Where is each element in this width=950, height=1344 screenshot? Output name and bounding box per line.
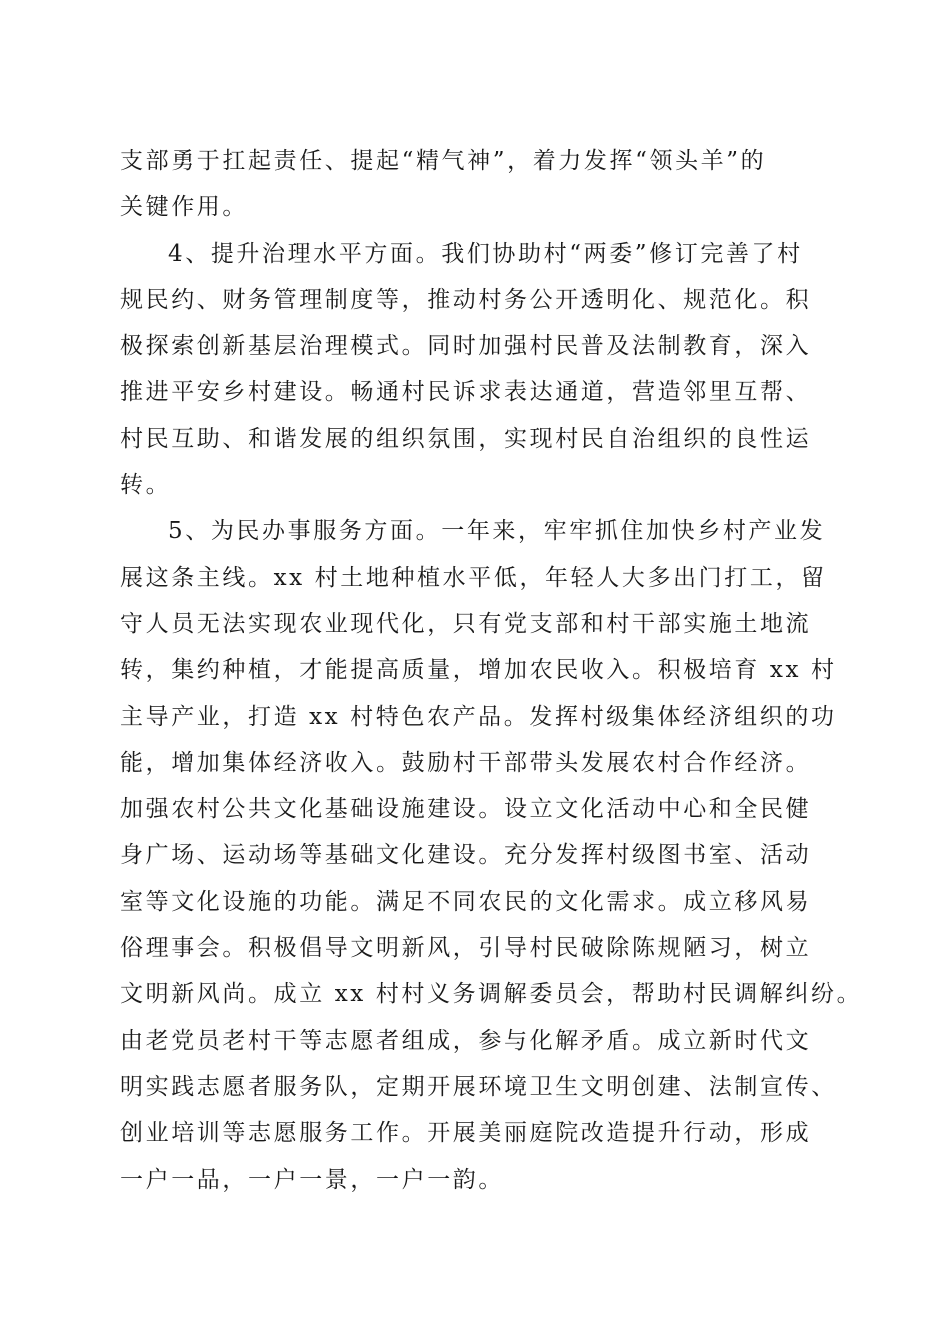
paragraph-item-5 bbox=[120, 508, 863, 1202]
text-line: 村民互助、和谐发展的组织氛围，实现村民自治组织的良性运 bbox=[120, 425, 812, 452]
paragraph-item-4 bbox=[120, 231, 860, 509]
text-line: 创业培训等志愿服务工作。开展美丽庭院改造提升行动，形成 bbox=[120, 1120, 812, 1147]
text-line: 能，增加集体经济收入。鼓励村干部带头发展农村合作经济。 bbox=[120, 749, 812, 776]
text-line: 支部勇于扛起责任、提起“精气神”，着力发挥“领头羊”的 bbox=[120, 148, 767, 174]
text-line: 规民约、财务管理制度等，推动村务公开透明化、规范化。积 bbox=[120, 286, 812, 313]
text-line: 身广场、运动场等基础文化建设。充分发挥村级图书室、活动 bbox=[120, 842, 812, 869]
text-line: 俗理事会。积极倡导文明新风，引导村民破除陈规陋习，树立 bbox=[120, 935, 812, 962]
text-line: 由老党员老村干等志愿者组成，参与化解矛盾。成立新时代文 bbox=[120, 1027, 812, 1054]
text-line: 展这条主线。xx 村土地种植水平低，年轻人大多出门打工，留 bbox=[120, 564, 827, 591]
text-line: 一户一品，一户一景，一户一韵。 bbox=[120, 1166, 504, 1193]
text-line: 文明新风尚。成立 xx 村村义务调解委员会，帮助村民调解纠纷。 bbox=[120, 981, 863, 1008]
text-line: 极探索创新基层治理模式。同时加强村民普及法制教育，深入 bbox=[120, 333, 812, 360]
text-line: 5、为民办事服务方面。一年来，牢牢抓住加快乡村产业发 bbox=[168, 518, 826, 545]
text-line: 推进平安乡村建设。畅通村民诉求表达通道，营造邻里互帮、 bbox=[120, 379, 812, 406]
text-line: 主导产业，打造 xx 村特色农产品。发挥村级集体经济组织的功 bbox=[120, 703, 837, 730]
text-line: 转。 bbox=[120, 472, 172, 499]
text-line: 转，集约种植，才能提高质量，增加农民收入。积极培育 xx 村 bbox=[120, 657, 837, 684]
text-line: 明实践志愿者服务队，定期开展环境卫生文明创建、法制宣传、 bbox=[120, 1073, 837, 1100]
paragraph-continuation bbox=[120, 138, 860, 231]
body-text bbox=[120, 138, 863, 1203]
text-line: 加强农村公共文化基础设施建设。设立文化活动中心和全民健 bbox=[120, 796, 812, 823]
text-line: 4、提升治理水平方面。我们协助村“两委”修订完善了村 bbox=[168, 240, 803, 267]
text-line: 守人员无法实现农业现代化，只有党支部和村干部实施土地流 bbox=[120, 610, 812, 637]
text-line: 室等文化设施的功能。满足不同农民的文化需求。成立移风易 bbox=[120, 888, 812, 915]
text-line: 关键作用。 bbox=[120, 194, 248, 221]
